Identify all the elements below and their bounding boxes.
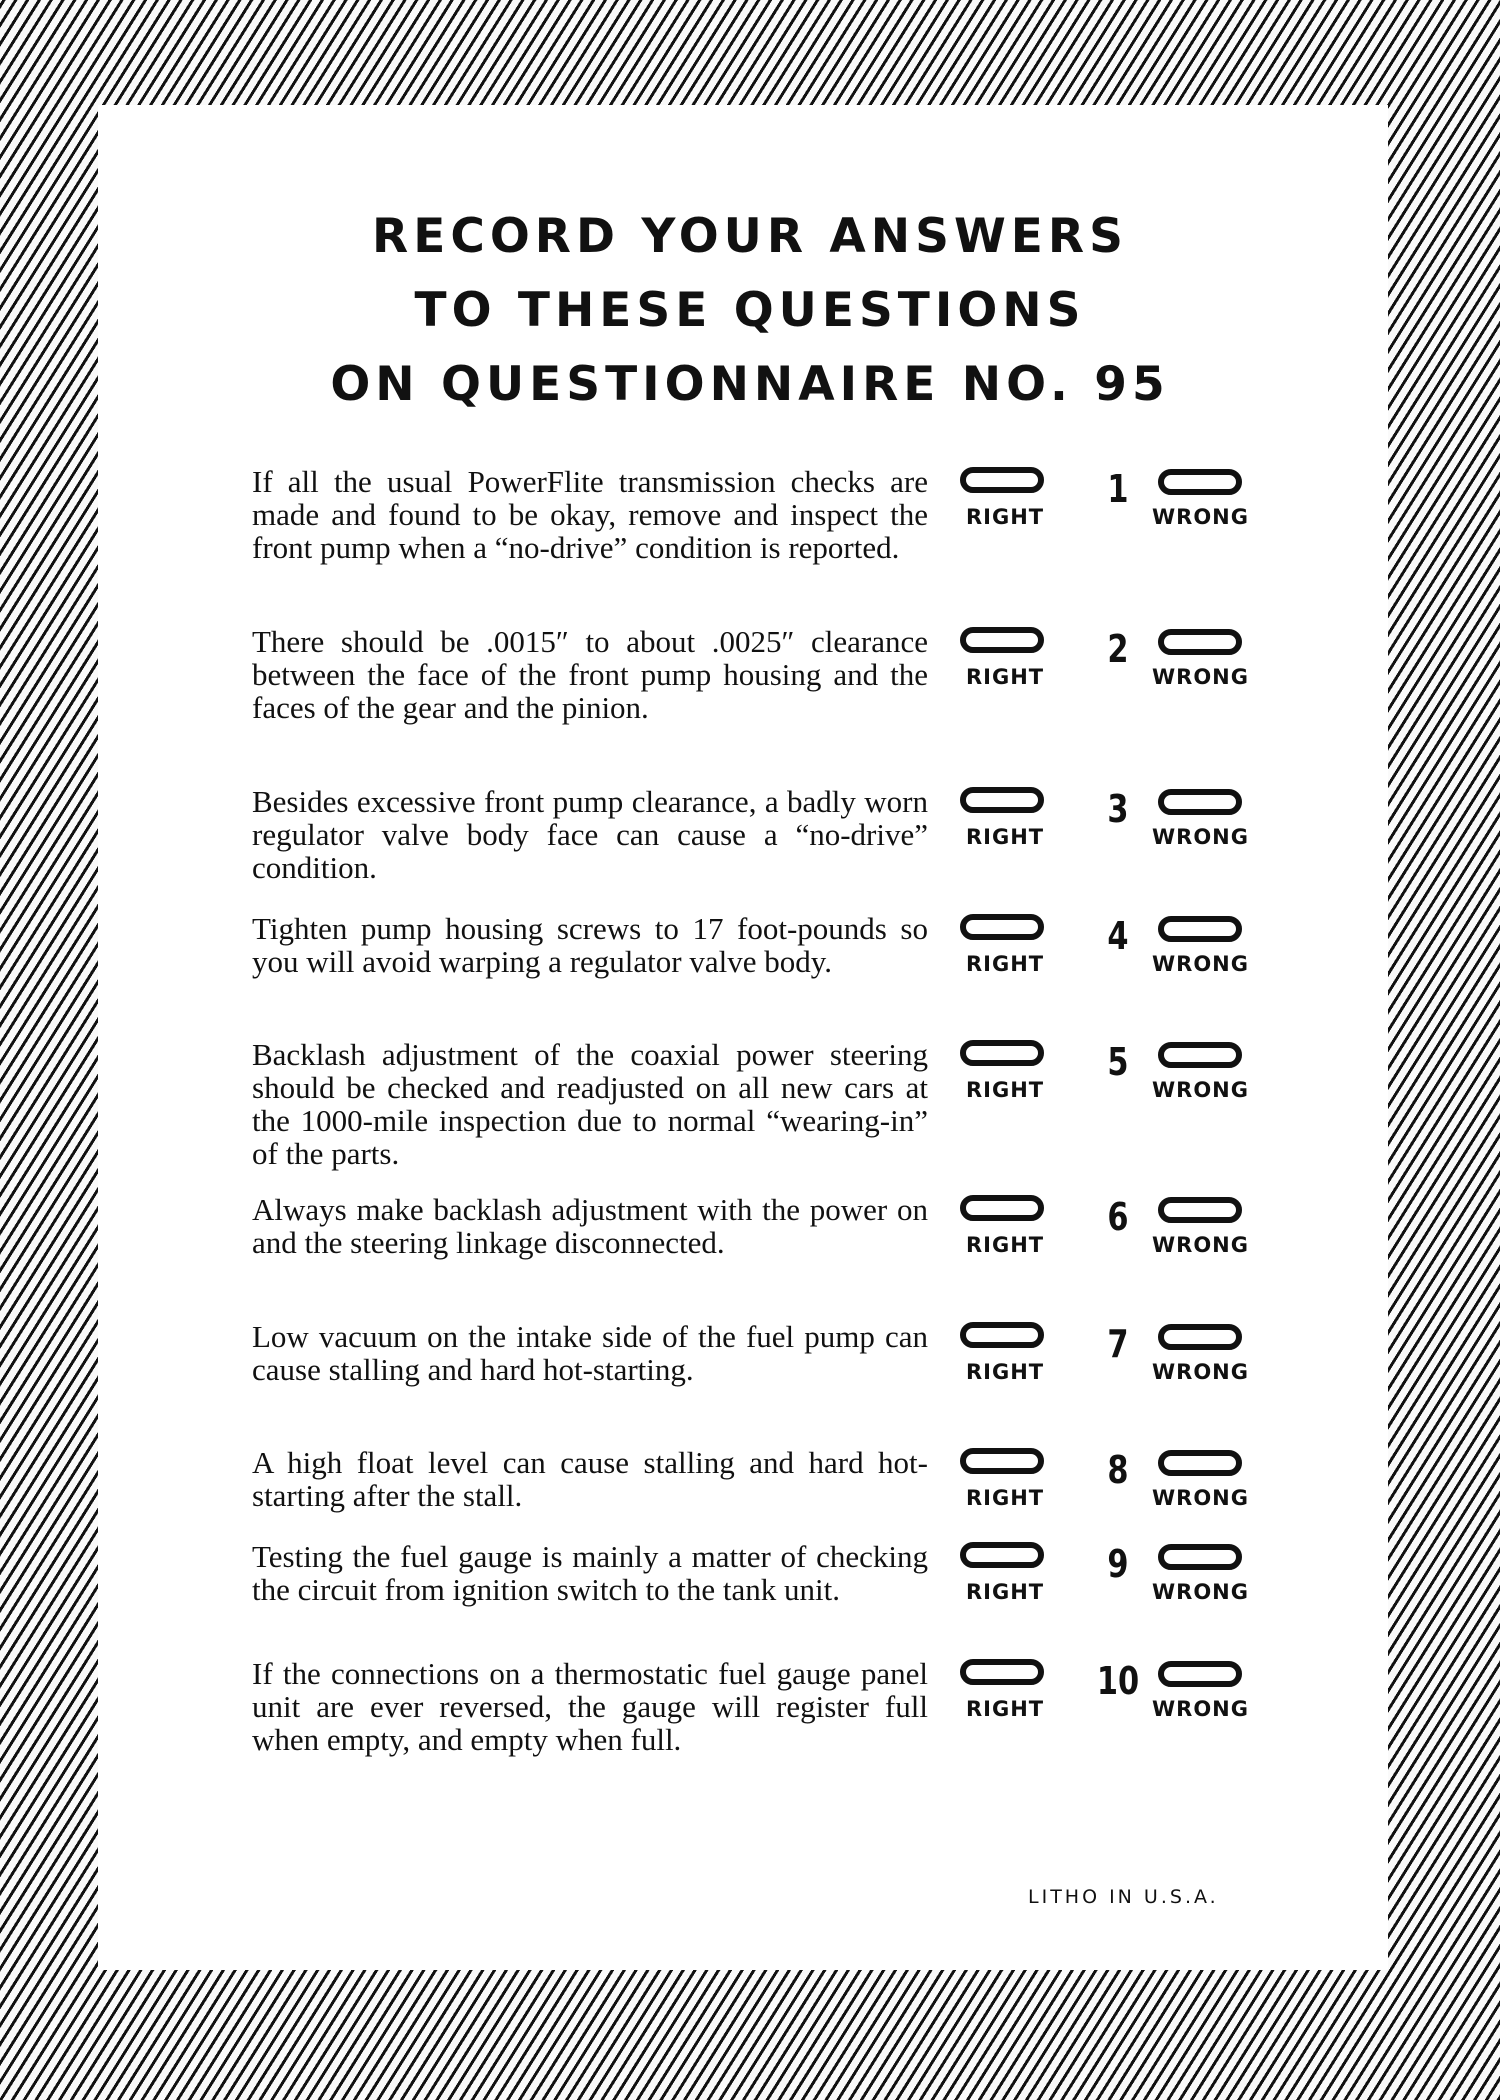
right-answer-oval[interactable] bbox=[960, 914, 1044, 940]
right-answer-oval[interactable] bbox=[960, 1448, 1044, 1474]
question-text: Tighten pump housing screws to 17 foot-pounds so you will avoid warping a regulator valve body. bbox=[252, 911, 928, 979]
question-item bbox=[252, 1540, 1262, 1670]
wrong-label: WRONG bbox=[1152, 952, 1249, 976]
right-label: RIGHT bbox=[966, 1580, 1045, 1604]
litho-footer: LITHO IN U.S.A. bbox=[1028, 1886, 1219, 1908]
page-title bbox=[0, 200, 1500, 422]
question-number: 9 bbox=[1107, 1542, 1129, 1586]
wrong-answer-oval[interactable] bbox=[1158, 629, 1242, 655]
question-text: Always make backlash adjustment with the power on and the steering linkage disconnected. bbox=[252, 1192, 928, 1260]
question-item bbox=[252, 1037, 1262, 1171]
wrong-answer-oval[interactable] bbox=[1158, 1197, 1242, 1223]
wrong-label: WRONG bbox=[1152, 1078, 1249, 1102]
right-answer-oval[interactable] bbox=[960, 1322, 1044, 1348]
question-number: 1 bbox=[1107, 467, 1129, 511]
question-number: 6 bbox=[1107, 1195, 1129, 1239]
question-text: A high float level can cause stalling and hard hot-starting after the stall. bbox=[252, 1445, 928, 1513]
question-number: 2 bbox=[1107, 627, 1129, 671]
question-number: 7 bbox=[1107, 1322, 1129, 1366]
right-answer-oval[interactable] bbox=[960, 1195, 1044, 1221]
right-label: RIGHT bbox=[966, 665, 1045, 689]
title-line-1: RECORD YOUR ANSWERS bbox=[372, 209, 1128, 264]
right-answer-oval[interactable] bbox=[960, 1542, 1044, 1568]
question-number: 8 bbox=[1107, 1448, 1129, 1492]
wrong-answer-oval[interactable] bbox=[1158, 1450, 1242, 1476]
wrong-label: WRONG bbox=[1152, 1697, 1249, 1721]
question-text: Low vacuum on the intake side of the fuel pump can cause stalling and hard hot-starting. bbox=[252, 1319, 928, 1387]
question-number: 3 bbox=[1107, 787, 1129, 831]
question-item bbox=[252, 625, 1262, 755]
question-text: If all the usual PowerFlite transmission checks are made and found to be okay, remove and inspect the front pump when a “no-drive” condition is reported. bbox=[252, 464, 928, 565]
wrong-answer-oval[interactable] bbox=[1158, 1661, 1242, 1687]
right-label: RIGHT bbox=[966, 1697, 1045, 1721]
right-label: RIGHT bbox=[966, 1078, 1045, 1102]
wrong-answer-oval[interactable] bbox=[1158, 1544, 1242, 1570]
right-label: RIGHT bbox=[966, 1233, 1045, 1257]
question-item bbox=[252, 1657, 1262, 1787]
question-text: Testing the fuel gauge is mainly a matter of checking the circuit from ignition switch to the tank unit. bbox=[252, 1539, 928, 1607]
title-line-2: TO THESE QUESTIONS bbox=[414, 283, 1086, 338]
question-number: 10 bbox=[1096, 1659, 1140, 1703]
wrong-label: WRONG bbox=[1152, 1233, 1249, 1257]
right-label: RIGHT bbox=[966, 1360, 1045, 1384]
wrong-label: WRONG bbox=[1152, 1360, 1249, 1384]
right-label: RIGHT bbox=[966, 825, 1045, 849]
question-text: Besides excessive front pump clearance, a badly worn regulator valve body face can cause a “no-drive” condition. bbox=[252, 784, 928, 885]
right-label: RIGHT bbox=[966, 952, 1045, 976]
right-answer-oval[interactable] bbox=[960, 627, 1044, 653]
wrong-label: WRONG bbox=[1152, 825, 1249, 849]
question-item bbox=[252, 1320, 1262, 1450]
question-text: If the connections on a thermostatic fuel gauge panel unit are ever reversed, the gauge will register full when empty, and empty when full. bbox=[252, 1656, 928, 1757]
wrong-label: WRONG bbox=[1152, 665, 1249, 689]
question-item bbox=[252, 785, 1262, 915]
right-label: RIGHT bbox=[966, 1486, 1045, 1510]
wrong-label: WRONG bbox=[1152, 1580, 1249, 1604]
wrong-answer-oval[interactable] bbox=[1158, 469, 1242, 495]
wrong-label: WRONG bbox=[1152, 505, 1249, 529]
right-answer-oval[interactable] bbox=[960, 1659, 1044, 1685]
question-text: There should be .0015″ to about .0025″ clearance between the face of the front pump housing and the faces of the gear and the pinion. bbox=[252, 624, 928, 725]
right-answer-oval[interactable] bbox=[960, 467, 1044, 493]
title-line-3: ON QUESTIONNAIRE NO. 95 bbox=[330, 357, 1170, 412]
wrong-label: WRONG bbox=[1152, 1486, 1249, 1510]
wrong-answer-oval[interactable] bbox=[1158, 789, 1242, 815]
right-answer-oval[interactable] bbox=[960, 1040, 1044, 1066]
wrong-answer-oval[interactable] bbox=[1158, 1324, 1242, 1350]
question-text: Backlash adjustment of the coaxial power steering should be checked and readjusted on all new cars at the 1000-mile inspection due to normal “wearing-in” of the parts. bbox=[252, 1037, 928, 1171]
wrong-answer-oval[interactable] bbox=[1158, 1042, 1242, 1068]
right-label: RIGHT bbox=[966, 505, 1045, 529]
right-answer-oval[interactable] bbox=[960, 787, 1044, 813]
question-item bbox=[252, 912, 1262, 1042]
question-number: 5 bbox=[1107, 1040, 1129, 1084]
question-number: 4 bbox=[1107, 914, 1129, 958]
question-item bbox=[252, 465, 1262, 595]
wrong-answer-oval[interactable] bbox=[1158, 916, 1242, 942]
question-item bbox=[252, 1193, 1262, 1323]
